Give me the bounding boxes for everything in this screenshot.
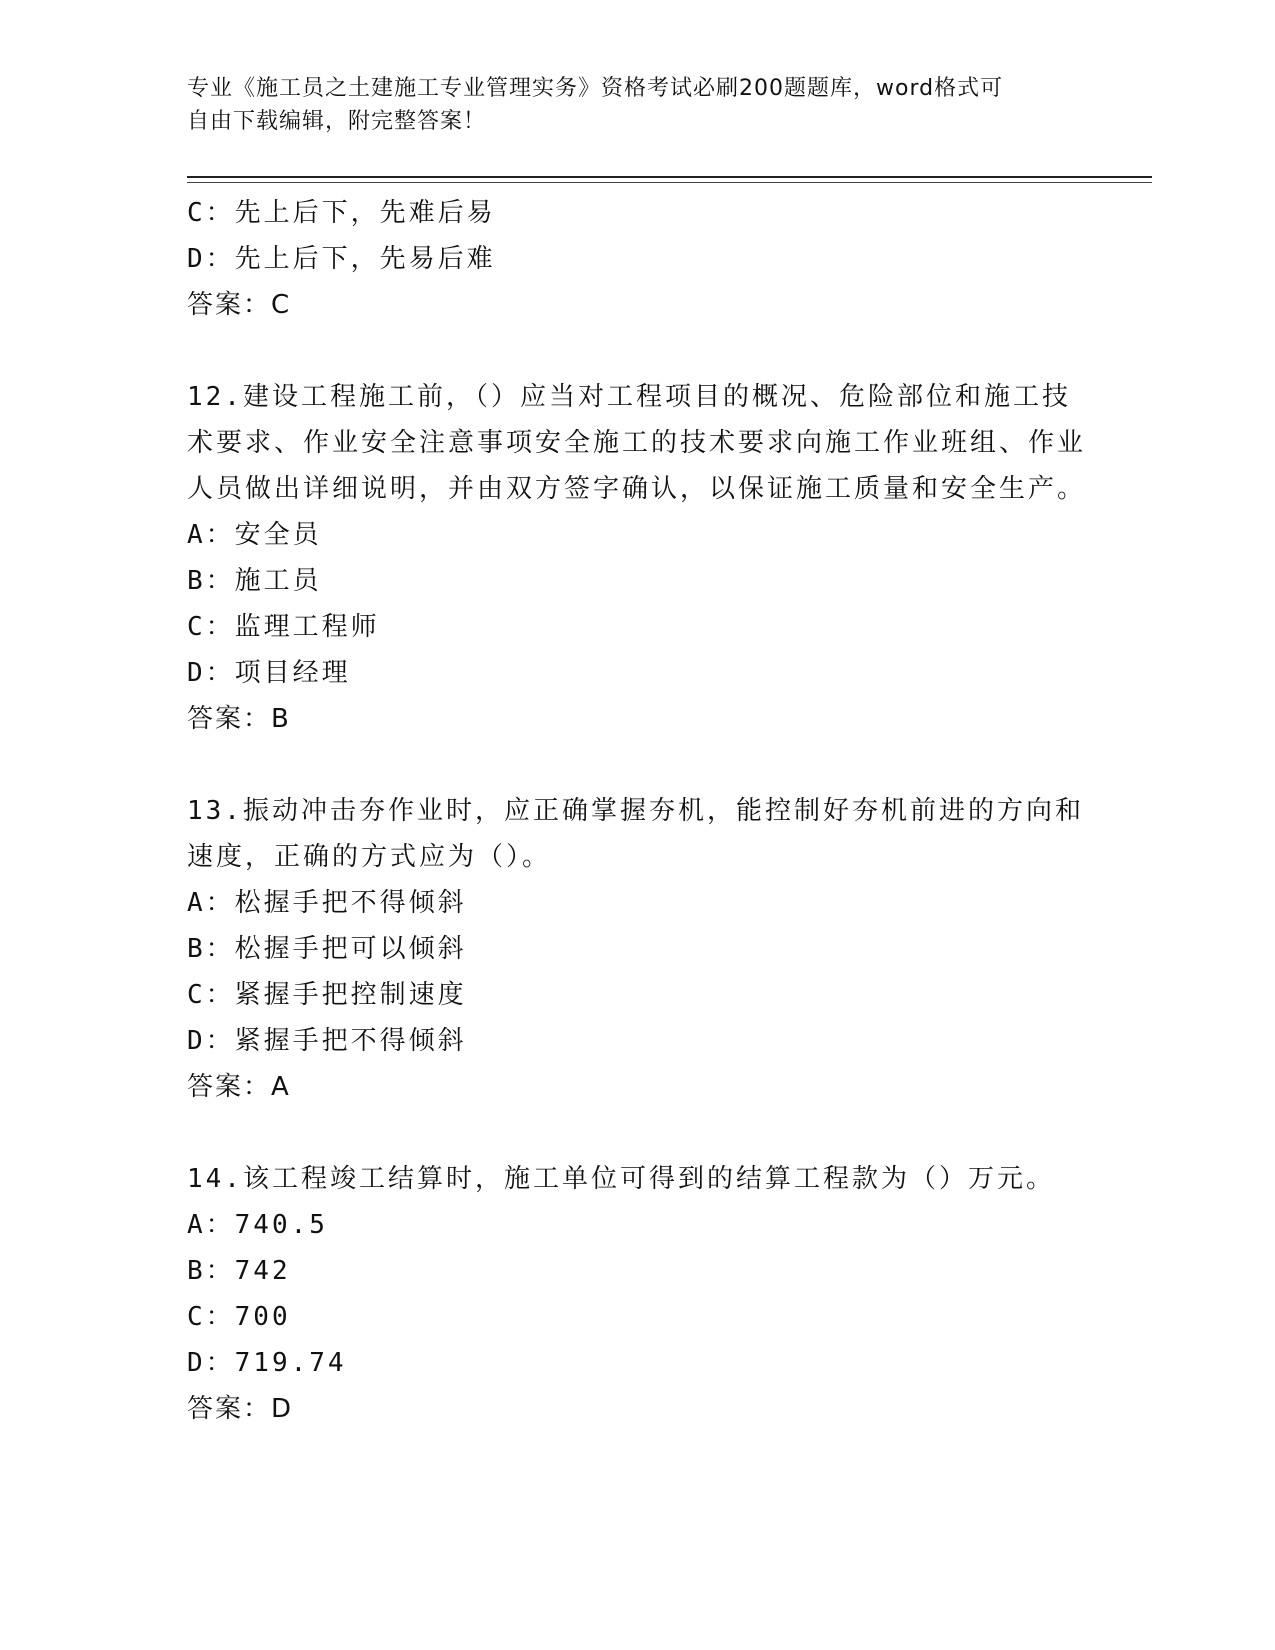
question-text: 14.该工程竣工结算时，施工单位可得到的结算工程款为（）万元。 <box>187 1164 1055 1194</box>
header-line-2: 自由下载编辑，附完整答案！ <box>187 109 487 134</box>
option-a: A：740.5 <box>187 1210 328 1240</box>
option-c: C：紧握手把控制速度 <box>187 980 467 1010</box>
option-a: A：松握手把不得倾斜 <box>187 888 467 918</box>
document-header <box>187 72 1087 138</box>
answer-line: 答案：B <box>187 704 291 734</box>
option-b: B：742 <box>187 1256 291 1286</box>
answer-line: 答案：D <box>187 1394 294 1424</box>
question-text: 13.振动冲击夯作业时，应正确掌握夯机，能控制好夯机前进的方向和速度，正确的方式应为（）。 <box>187 796 1084 872</box>
question-block-11 <box>187 190 1087 328</box>
spacer <box>187 1110 1087 1156</box>
spacer <box>187 328 1087 374</box>
header-divider-thin <box>187 182 1152 183</box>
option-c: C：700 <box>187 1302 291 1332</box>
option-b: B：施工员 <box>187 566 322 596</box>
answer-line: 答案：A <box>187 1072 291 1102</box>
option-c: C：先上后下，先难后易 <box>187 198 496 228</box>
question-block-12 <box>187 374 1087 742</box>
option-d: D：紧握手把不得倾斜 <box>187 1026 467 1056</box>
header-divider-thick <box>187 176 1152 178</box>
spacer <box>187 742 1087 788</box>
option-b: B：松握手把可以倾斜 <box>187 934 467 964</box>
question-block-13 <box>187 788 1087 1110</box>
option-c: C：监理工程师 <box>187 612 380 642</box>
question-text: 12.建设工程施工前，（）应当对工程项目的概况、危险部位和施工技术要求、作业安全注意事项安全施工的技术要求向施工作业班组、作业人员做出详细说明，并由双方签字确认，以保证施工质量和安全生产。 <box>187 382 1087 504</box>
header-line-1: 专业《施工员之土建施工专业管理实务》资格考试必刷200题题库，word格式可 <box>187 76 1004 101</box>
option-d: D：719.74 <box>187 1348 347 1378</box>
option-d: D：先上后下，先易后难 <box>187 244 496 274</box>
question-block-14 <box>187 1156 1087 1432</box>
answer-line: 答案：C <box>187 290 292 320</box>
question-list <box>187 190 1087 1432</box>
option-d: D：项目经理 <box>187 658 351 688</box>
option-a: A：安全员 <box>187 520 322 550</box>
